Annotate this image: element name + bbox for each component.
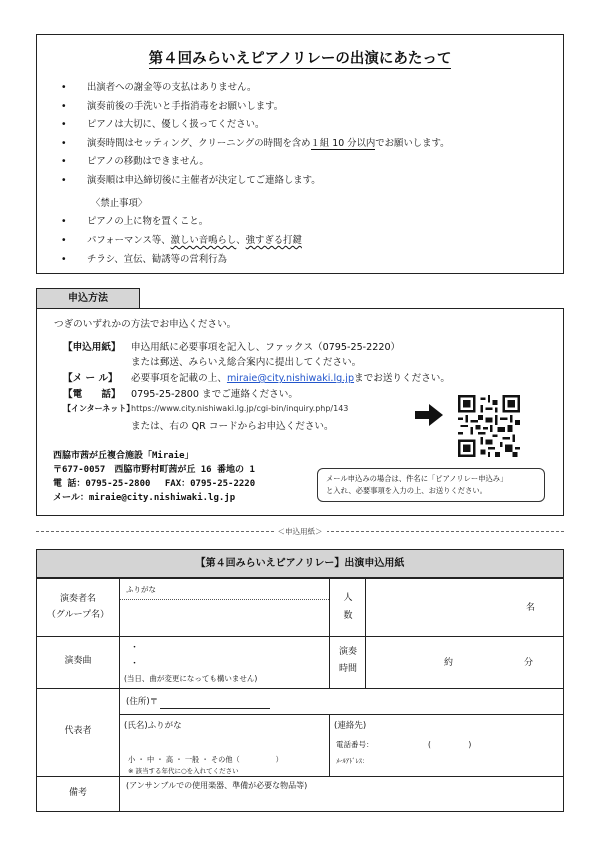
notice-list: [87, 79, 450, 190]
prohibited-item: • パフォーマンス等、激しい音鳴らし、強すぎる打鍵: [87, 231, 302, 250]
notice-item: • 演奏前後の手洗いと手指消毒をお願いします。: [87, 98, 450, 117]
rep-label-cell: 代表者: [36, 688, 120, 776]
notice-box: [36, 34, 564, 274]
method-mail: 【メ ー ル】 必要事項を記載の上、miraie@city.nishiwaki.lg.jpまでお送りください。: [63, 373, 450, 384]
remarks-field[interactable]: (アンサンブルでの使用楽器、準備が必要な物品等): [126, 781, 308, 790]
age-options: 小 ・ 中 ・ 高 ・ 一般 ・ その他（ ）: [128, 755, 283, 764]
time-limit-emphasis: １組 10 分以内: [310, 137, 376, 149]
prohibited-list: [87, 212, 302, 269]
method-phone: 【電 話】 0795-25-2800 までご連絡ください。: [63, 389, 298, 400]
cut-label: ＜申込用紙＞: [0, 526, 600, 537]
form-title: 【第４回みらいえピアノリレー】出演申込用紙: [36, 549, 564, 578]
method-internet: 【インターネット】https://www.city.nishiwaki.lg.jp/cgi-bin/inquiry.php/143 または、右の QR コードからお申込ください。: [63, 404, 349, 432]
mail-link[interactable]: miraie@city.nishiwaki.lg.jp: [226, 373, 355, 384]
method-form: 【申込用紙】 申込用紙に必要事項を記入し、ファックス（0795-25-2220） または郵送、みらいえ総合案内に提出してください。: [63, 342, 401, 368]
performer-label-cell: 演奏者名 （グループ名）: [36, 578, 120, 636]
facility-address: [53, 449, 255, 505]
qr-code-icon[interactable]: [458, 395, 520, 457]
inquiry-url[interactable]: https://www.city.nishiwaki.lg.jp/cgi-bin/inquiry.php/143: [131, 404, 349, 413]
apply-intro: つぎのいずれかの方法でお申込ください。: [54, 319, 237, 330]
mail-memo: メール申込みの場合は、件名に「ピアノリレー申込み」 と入れ、必要事項を入力の上、お送りください。: [317, 468, 545, 502]
remarks-label-cell: 備考: [36, 776, 120, 812]
prohibited-item: • ピアノの上に物を置くこと。: [87, 212, 302, 231]
piece-label-cell: 演奏曲: [36, 636, 120, 688]
people-label-cell: 人 数: [330, 578, 366, 636]
time-label-cell: 演奏 時間: [330, 636, 366, 688]
apply-method-box: [36, 308, 564, 516]
notice-item: • ピアノの移動はできません。: [87, 153, 450, 172]
notice-title: 第４回みらいえピアノリレーの出演にあたって: [148, 51, 452, 67]
notice-item: • ピアノは大切に、優しく扱ってください。: [87, 116, 450, 135]
notice-item: • 演奏順は申込締切後に主催者が決定してご連絡します。: [87, 172, 450, 191]
people-count-field[interactable]: 名: [526, 603, 536, 613]
prohibited-heading: 〈禁止事項〉: [91, 198, 148, 209]
performer-name-field[interactable]: ふりがな: [120, 578, 330, 636]
notice-item: • 出演者への謝金等の支払はありません。: [87, 79, 450, 98]
notice-item-time-limit: • 演奏時間はセッティング、クリーニングの時間を含め１組 10 分以内でお願いします。: [87, 135, 450, 154]
facility-phone: 電 話：0795-25-2800 FAX：0795-25-2220: [53, 479, 256, 489]
rep-address-field[interactable]: (住所)〒: [120, 688, 564, 714]
rep-contact-field[interactable]: (連絡先) 電話番号： ( ) ﾒｰﾙｱﾄﾞﾚｽ：: [334, 721, 472, 765]
time-field[interactable]: 約 分: [444, 658, 534, 668]
facility-name: 西脇市茜が丘複合施設「Miraie」: [53, 451, 194, 461]
prohibited-item: • チラシ、宣伝、勧誘等の営利行為: [87, 250, 302, 269]
rep-name-field[interactable]: (氏名)ふりがな 小 ・ 中 ・ 高 ・ 一般 ・ その他（ ） ※ 該当する年代に○を入れてください: [120, 714, 330, 776]
piece-field[interactable]: ・ ・ (当日、曲が変更になっても構いません): [120, 636, 330, 688]
facility-mail: メール：miraie@city.nishiwaki.lg.jp: [53, 493, 236, 503]
apply-method-tab: 申込方法: [36, 288, 140, 308]
facility-street: 〒677-0057 西脇市野村町茜が丘 16 番地の 1: [53, 465, 255, 475]
arrow-right-icon: [415, 404, 443, 426]
